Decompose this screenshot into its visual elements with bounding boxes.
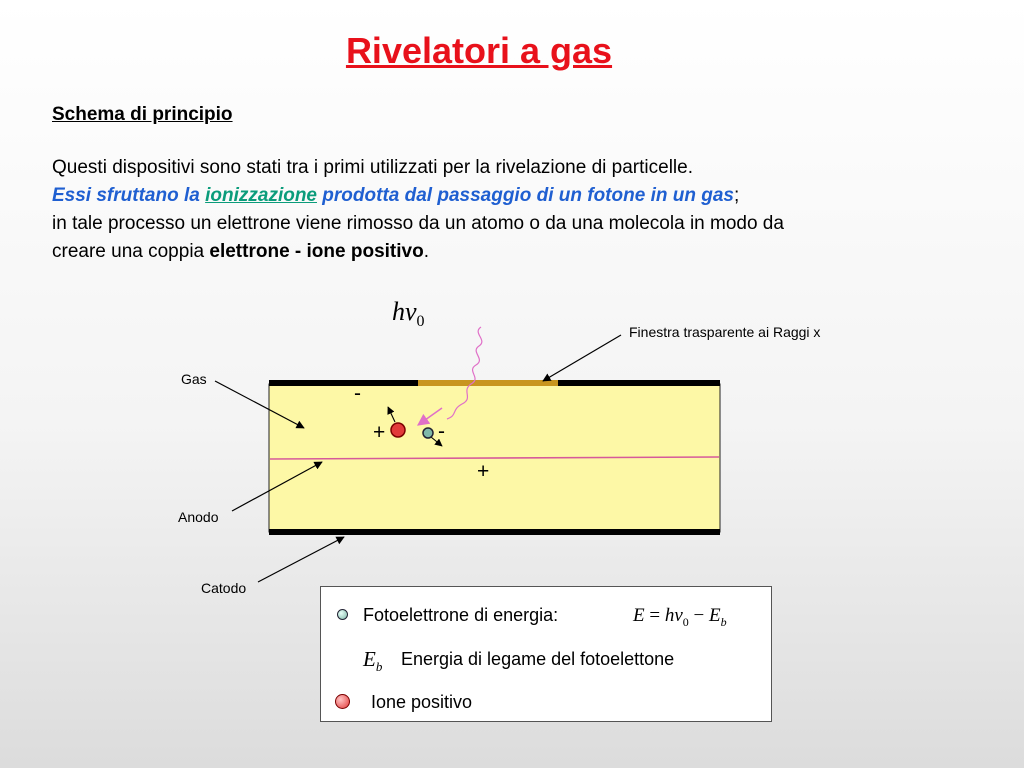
window-pointer-arrow bbox=[543, 335, 621, 381]
paragraph-line-2-end: ; bbox=[733, 185, 740, 206]
gas-label: Gas bbox=[181, 371, 207, 387]
photon-energy-subscript: 0 bbox=[416, 313, 425, 331]
binding-energy-subscript: b bbox=[375, 659, 383, 675]
paragraph-line-4-start: creare una coppia bbox=[52, 241, 210, 262]
photon-energy-symbol bbox=[392, 297, 425, 331]
chamber-bottom-wall bbox=[269, 529, 720, 535]
photoelectron-legend-icon bbox=[337, 609, 348, 620]
window-label: Finestra trasparente ai Raggi x bbox=[629, 324, 821, 340]
positive-ion-legend-icon bbox=[335, 694, 350, 709]
charge-sign-ion-plus: + bbox=[373, 421, 386, 444]
charge-sign-electron-minus: - bbox=[438, 420, 445, 443]
equation-minus: − bbox=[688, 605, 709, 626]
equation-equals: = bbox=[644, 605, 665, 626]
paragraph-line-4-end: . bbox=[423, 241, 429, 262]
cathode-label: Catodo bbox=[201, 580, 247, 596]
photoelectron-legend-label: Fotoelettrone di energia: bbox=[363, 605, 559, 625]
x-ray-window bbox=[418, 380, 558, 386]
equation-subscript-0: 0 bbox=[682, 614, 689, 629]
legend-box bbox=[320, 586, 772, 722]
positive-ion-legend-label: Ione positivo bbox=[371, 692, 473, 712]
paragraph-line-3: in tale processo un elettrone viene rimosso da un atomo o da una molecola in modo da bbox=[52, 213, 784, 234]
cathode-pointer-arrow bbox=[258, 537, 344, 582]
binding-energy-symbol bbox=[363, 647, 382, 675]
paragraph-line-2-middle: prodotta dal passaggio di un fotone in un gas bbox=[317, 185, 734, 206]
paragraph-line-2-start: Essi sfruttano la bbox=[52, 185, 206, 206]
equation-lhs: E bbox=[633, 605, 645, 626]
paragraph-line-4-bold: elettrone - ione positivo bbox=[209, 241, 424, 262]
equation-hv: hν bbox=[664, 605, 683, 626]
paragraph-line-1: Questi dispositivi sono stati tra i primi utilizzati per la rivelazione di particelle. bbox=[52, 157, 693, 178]
photoelectron-icon bbox=[423, 428, 433, 438]
charge-sign-anode-plus: + bbox=[477, 460, 490, 483]
binding-energy-e: E bbox=[363, 647, 376, 671]
positive-ion-icon bbox=[391, 423, 405, 437]
page-title: Rivelatori a gas bbox=[345, 30, 613, 71]
photon-energy-hv: hν bbox=[392, 297, 417, 326]
binding-energy-label: Energia di legame del fotoelettone bbox=[401, 649, 675, 669]
equation-e: E bbox=[708, 605, 721, 626]
equation-subscript-b: b bbox=[720, 614, 727, 629]
energy-equation bbox=[633, 605, 727, 630]
anode-label: Anodo bbox=[178, 509, 219, 525]
keyword-ionizzazione: ionizzazione bbox=[205, 185, 318, 206]
section-subtitle: Schema di principio bbox=[52, 104, 233, 125]
charge-sign-minus-top: - bbox=[354, 382, 361, 405]
